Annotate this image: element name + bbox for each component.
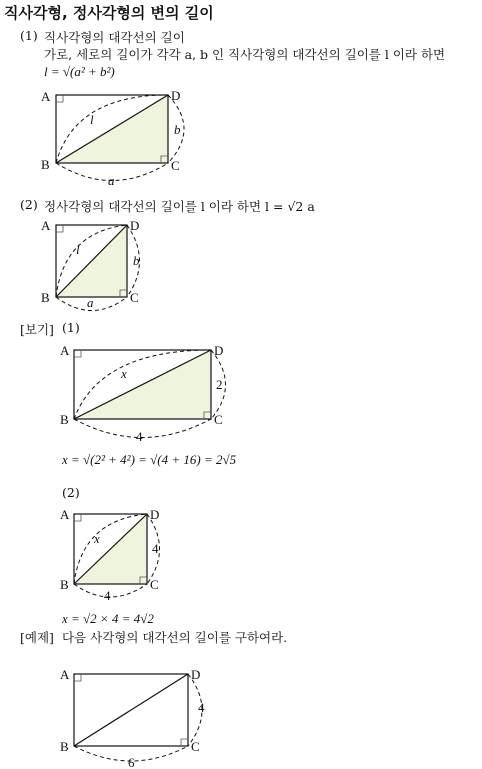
label-height: 4 (152, 541, 159, 556)
label-diagonal: x (94, 531, 100, 546)
label-B: B (41, 290, 50, 305)
section2-text: 정사각형의 대각선의 길이를 l 이라 하면 l = √2 a (44, 199, 315, 214)
label-diagonal: l (76, 242, 80, 257)
label-B: B (41, 157, 50, 172)
label-A: A (41, 218, 51, 233)
page-title: 직사각형, 정사각형의 변의 길이 (4, 4, 214, 22)
label-C: C (130, 290, 139, 305)
label-C: C (191, 739, 200, 754)
exercise-text: 다음 사각형의 대각선의 길이를 구하여라. (62, 630, 288, 645)
label-C: C (171, 158, 180, 173)
example-tag: [보기] (20, 322, 54, 337)
label-B: B (60, 577, 69, 592)
label-D: D (171, 88, 181, 103)
label-height: b (133, 253, 140, 268)
section1-description: 가로, 세로의 길이가 각각 a, b 인 직사각형의 대각선의 길이를 l 이라 하면 (44, 47, 446, 62)
example-p2-solution: x = √2 × 4 = 4√2 (62, 611, 154, 626)
label-D: D (150, 507, 160, 522)
label-width: a (87, 295, 94, 310)
label-D: D (191, 667, 201, 682)
label-width: 4 (136, 429, 143, 444)
label-width: 6 (128, 755, 135, 769)
label-width: a (108, 173, 115, 188)
label-A: A (60, 667, 70, 682)
section1-heading: 직사각형의 대각선의 길이 (44, 30, 185, 45)
example-p1-number: (1) (62, 320, 80, 335)
label-height: 4 (198, 700, 205, 715)
section1-number: (1) (20, 28, 38, 43)
section2-number: (2) (20, 197, 38, 212)
example-p2-number: (2) (62, 485, 80, 500)
label-A: A (60, 507, 70, 522)
label-C: C (150, 577, 159, 592)
label-D: D (130, 218, 140, 233)
label-D: D (214, 343, 224, 358)
section1-formula: l = √(a² + b²) (44, 64, 115, 79)
label-height: b (174, 122, 181, 137)
label-B: B (60, 739, 69, 754)
label-width: 4 (104, 588, 111, 603)
label-diagonal: x (121, 366, 127, 381)
label-diagonal: l (90, 112, 94, 127)
label-height: 2 (216, 377, 223, 392)
exercise-tag: [예제] (20, 630, 54, 645)
label-A: A (60, 343, 70, 358)
label-A: A (41, 89, 51, 104)
label-C: C (214, 412, 223, 427)
example-p1-solution: x = √(2² + 4²) = √(4 + 16) = 2√5 (62, 452, 237, 467)
label-B: B (60, 412, 69, 427)
